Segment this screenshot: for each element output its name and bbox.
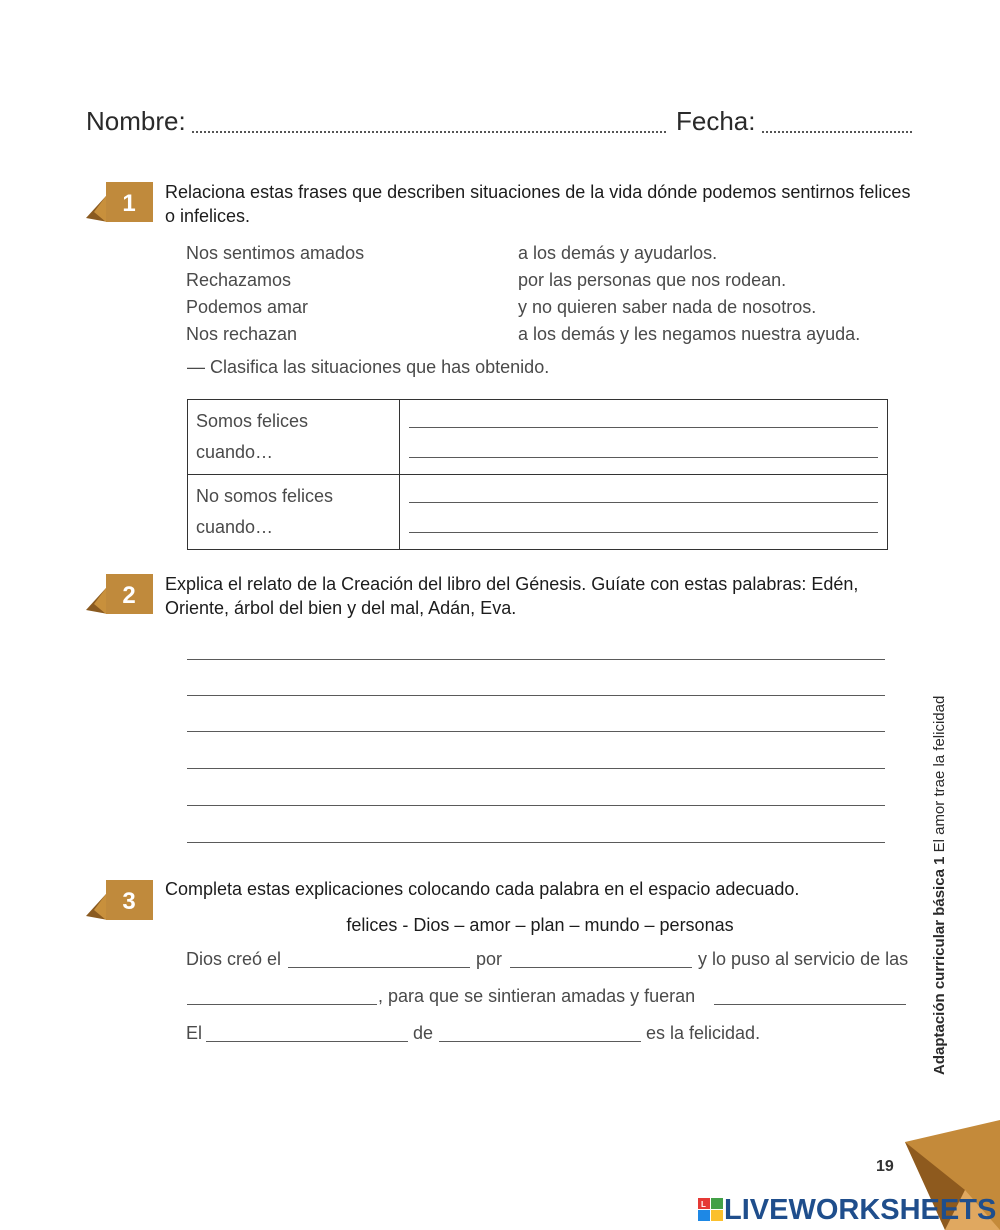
writing-line[interactable]	[187, 768, 885, 769]
left-phrase[interactable]: Rechazamos	[186, 270, 292, 290]
row-label-line: No somos felices	[196, 486, 334, 506]
row-label-line: cuando…	[196, 442, 274, 462]
table-row	[188, 475, 888, 550]
answer-line[interactable]	[409, 457, 878, 458]
right-phrase[interactable]: a los demás y ayudarlos.	[518, 243, 718, 263]
writing-line[interactable]	[187, 805, 885, 806]
exercise-3-number: 3	[122, 888, 136, 915]
right-phrase[interactable]: y no quieren saber nada de nosotros.	[518, 297, 817, 317]
date-field[interactable]	[762, 131, 912, 133]
classification-table	[187, 399, 888, 550]
exercise-2-instruction: Explica el relato de la Creación del libro del Génesis. Guíate con estas palabras: Edén, Oriente, árbol del bien y del mal, Adán, Eva.	[165, 574, 859, 618]
name-label: Nombre:	[86, 106, 186, 136]
sentence-text: El	[186, 1023, 203, 1043]
answer-cell	[400, 475, 888, 550]
exercise-2-badge-icon	[86, 574, 154, 618]
writing-line[interactable]	[187, 695, 885, 696]
blank-field[interactable]	[187, 1004, 377, 1005]
exercise-2-number: 2	[122, 582, 136, 609]
exercise-1-number: 1	[122, 190, 136, 217]
sentence-text: Dios creó el	[186, 949, 282, 969]
word-bank: felices - Dios – amor – plan – mundo – personas	[346, 915, 734, 935]
side-caption-text: El amor trae la felicidad	[931, 695, 948, 853]
blank-field[interactable]	[288, 967, 470, 968]
right-phrase[interactable]: por las personas que nos rodean.	[518, 270, 787, 290]
sentence-text: por	[476, 949, 503, 969]
name-field[interactable]	[192, 131, 666, 133]
answer-cell	[400, 400, 888, 475]
answer-line[interactable]	[409, 532, 878, 533]
side-caption-bold: Adaptación curricular básica 1	[931, 856, 948, 1075]
writing-line[interactable]	[187, 731, 885, 732]
liveworksheets-brand[interactable]: LIVEWORKSHEETS	[724, 1194, 997, 1226]
right-phrases	[518, 240, 860, 348]
left-phrases	[186, 240, 364, 348]
name-date-header	[86, 106, 912, 142]
exercise-1-badge-icon	[86, 182, 154, 226]
exercise-3-instruction: Completa estas explicaciones colocando cada palabra en el espacio adecuado.	[165, 879, 800, 899]
classify-instruction: — Clasifica las situaciones que has obtenido.	[187, 357, 550, 377]
row-label	[188, 400, 400, 475]
left-phrase[interactable]: Nos sentimos amados	[186, 243, 365, 263]
sentence-text: , para que se sintieran amadas y fueran	[378, 986, 696, 1006]
table-row	[188, 400, 888, 475]
writing-line[interactable]	[187, 659, 885, 660]
row-label-line: cuando…	[196, 517, 274, 537]
row-label-line: Somos felices	[196, 411, 309, 431]
sentence-text: de	[413, 1023, 434, 1043]
writing-line[interactable]	[187, 842, 885, 843]
sentence-text: es la felicidad.	[646, 1023, 761, 1043]
side-caption	[931, 696, 948, 1075]
left-phrase[interactable]: Nos rechazan	[186, 324, 298, 344]
left-phrase[interactable]: Podemos amar	[186, 297, 309, 317]
blank-field[interactable]	[714, 1004, 906, 1005]
exercise-3-badge-icon	[86, 880, 154, 924]
liveworksheets-logo-icon	[698, 1198, 724, 1222]
sentence-text: y lo puso al servicio de las	[698, 949, 909, 969]
answer-line[interactable]	[409, 502, 878, 503]
blank-field[interactable]	[510, 967, 692, 968]
page-number: 19	[876, 1158, 894, 1175]
right-phrase[interactable]: a los demás y les negamos nuestra ayuda.	[518, 324, 861, 344]
date-label: Fecha:	[676, 106, 756, 136]
blank-field[interactable]	[206, 1041, 408, 1042]
row-label	[188, 475, 400, 550]
svg-text:L: L	[701, 1200, 706, 1209]
exercise-1-instruction: Relaciona estas frases que describen situaciones de la vida dónde podemos sentirnos felices o infelices.	[165, 182, 911, 226]
answer-line[interactable]	[409, 427, 878, 428]
blank-field[interactable]	[439, 1041, 641, 1042]
